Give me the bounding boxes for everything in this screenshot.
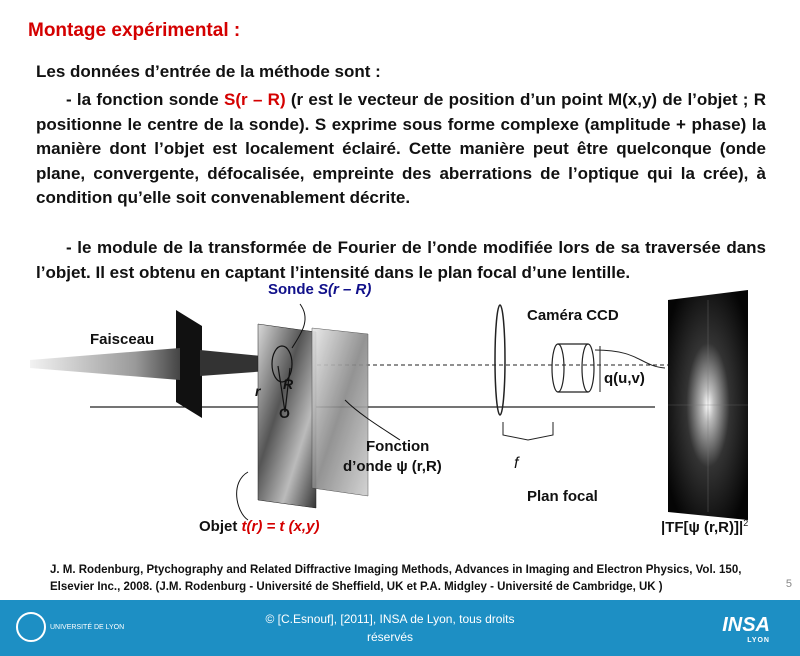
copyright-line-1: © [C.Esnouf], [2011], INSA de Lyon, tous droits — [265, 612, 515, 626]
R-label: R — [283, 376, 294, 392]
logo-left-text: UNIVERSITÉ DE LYON — [50, 623, 125, 631]
intro-text: Les données d’entrée de la méthode sont : — [36, 62, 381, 81]
objet-formula: t(r) = t (x,y) — [241, 518, 320, 535]
fonction-label-2: d’onde ψ (r,R) — [343, 458, 442, 475]
camera-label: Caméra CCD — [527, 307, 619, 324]
objet-text: Objet — [199, 518, 242, 535]
fonction-label-1: Fonction — [366, 438, 430, 455]
universite-lyon-logo — [16, 612, 124, 642]
item-probe-function — [36, 88, 766, 211]
objet-label — [199, 518, 319, 535]
item1-rest: (r est le vecteur de position d’un point M(x,y) de l’objet ; R positionne le centre de la sonde). S exprime sous forme complexe (amplitude + phase) la manière dont l’objet est localement éclairé. Cette manière peut être quelconque (onde plane, convergente, défocalisée, empreinte des aberrations de l’optique qui la crée), à condition qu’elle soit convenablement décrite. — [36, 90, 766, 207]
ccd-back — [582, 344, 594, 392]
reference-citation: J. M. Rodenburg, Ptychography and Related Diffractive Imaging Methods, Advances in Imaging and Electron Physics, Vol. 150, Elsevier Inc., 2008. (J.M. Rodenburg - Université de Sheffield, UK et P.A. Midgley - Université de Cambridge, UK ) — [50, 564, 742, 593]
incident-beam — [30, 348, 180, 380]
lens — [495, 305, 505, 415]
q-label: q(u,v) — [604, 370, 645, 387]
f-label: f — [514, 455, 519, 472]
copyright-line-2: réservés — [366, 630, 413, 644]
focal-length-brace — [503, 422, 553, 440]
sonde-label — [268, 281, 371, 298]
insa-logo — [722, 614, 770, 644]
item-fourier-modulus: - le module de la transformée de Fourier de l’onde modifiée lors de sa traversée dans l’objet. Il est obtenu en captant l’intensité dans le plan focal d’une lentille. — [36, 238, 766, 282]
sonde-text: Sonde — [268, 281, 319, 298]
objet-pointer — [237, 472, 248, 520]
experimental-setup-diagram — [0, 290, 800, 550]
page-number: 5 — [785, 578, 792, 590]
insa-logo-text: INSA — [722, 614, 770, 636]
item1-prefix: - la fonction sonde — [66, 90, 225, 109]
copyright-notice — [230, 610, 550, 646]
plan-focal-label: Plan focal — [527, 488, 598, 505]
tf-superscript: 2 — [743, 518, 749, 528]
logo-ring-icon — [16, 612, 46, 642]
ccd-front — [552, 344, 564, 392]
slide-title: Montage expérimental : — [28, 20, 241, 41]
probe-formula: S(r – R) — [224, 90, 286, 109]
sonde-formula: S(r – R) — [318, 281, 372, 298]
r-label: r — [255, 383, 261, 399]
insa-logo-sub: LYON — [747, 637, 770, 644]
tf-formula: |TF[ψ (r,R)]| — [661, 519, 744, 536]
footer-bar — [0, 600, 800, 656]
tf-label — [661, 518, 748, 536]
faisceau-label: Faisceau — [90, 331, 155, 348]
O-label: O — [279, 405, 290, 421]
